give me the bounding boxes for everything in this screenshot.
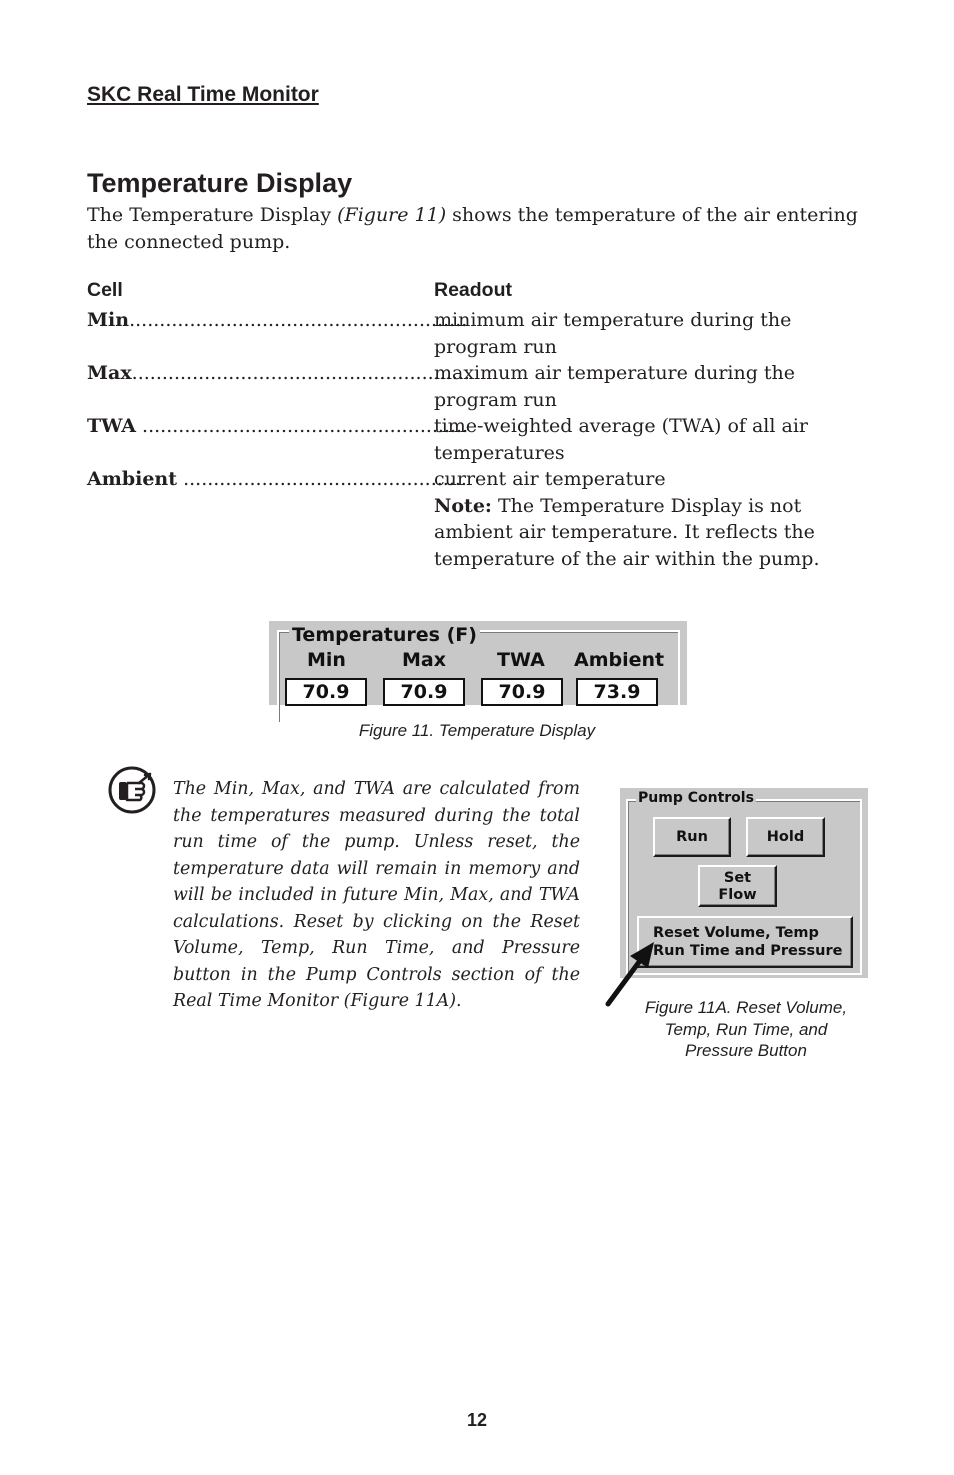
intro-paragraph (87, 202, 877, 255)
definition-header (87, 279, 877, 307)
twa-label: TWA (497, 649, 545, 671)
min-label: Min (307, 649, 346, 671)
definition-description: maximum air temperature during the program run (434, 362, 796, 411)
definition-table (87, 279, 877, 572)
set-flow-button[interactable]: Set Flow (698, 865, 777, 907)
pump-controls-title: Pump Controls (638, 790, 754, 806)
note-text: The Temperature Display is not ambient air temperature. It reflects the temperature of the air within the pump. (434, 494, 820, 570)
definition-description: time-weighted average (TWA) of all air temperatures (434, 415, 808, 464)
pointing-hand-icon (106, 766, 158, 814)
temperatures-group-title: Temperatures (F) (289, 624, 480, 646)
max-label: Max (402, 649, 446, 671)
max-value: 70.9 (383, 678, 465, 706)
figure-11a-caption: Figure 11A. Reset Volume, Temp, Run Time, and Pressure Button (644, 998, 848, 1060)
min-value: 70.9 (285, 678, 367, 706)
intro-text-end: shows the temperature of the air entering the connected pump. (87, 204, 858, 253)
definition-row-min (87, 307, 877, 360)
temperatures-panel (269, 621, 687, 705)
definition-row-ambient (87, 466, 877, 493)
definition-description: current air temperature (434, 468, 666, 490)
cell-column-header: Cell (87, 279, 123, 301)
run-button[interactable]: Run (653, 817, 731, 857)
section-title: Temperature Display (87, 168, 353, 198)
page-number: 12 (466, 1410, 488, 1430)
note-label: Note: (434, 494, 492, 517)
hold-button[interactable]: Hold (746, 817, 825, 857)
intro-text: The Temperature Display (87, 204, 338, 226)
tip-paragraph: The Min, Max, and TWA are calculated from the temperatures measured during the total run time of the pump. Unless reset, the temperature data will remain in memory and will be included in future Min, Max, and TWA calculations. Reset by clicking on the Reset Volume, Temp, Run Time, and Pressure button in the Pump Controls section of the Real Time Monitor (Figure 11A). (173, 779, 580, 1011)
definition-term: Min........................................................ (87, 309, 468, 331)
readout-column-header: Readout (434, 279, 512, 301)
definition-row-twa (87, 413, 877, 466)
reset-volume-temp-button[interactable]: Reset Volume, Temp Run Time and Pressure (637, 916, 853, 968)
figure-reference: (Figure 11) (337, 204, 447, 226)
note (434, 493, 877, 573)
ambient-label: Ambient (574, 649, 665, 671)
definition-description: minimum air temperature during the program run (434, 309, 792, 358)
figure-11-caption: Figure 11. Temperature Display (358, 721, 596, 740)
definition-term: Ambient ............................................... (87, 468, 467, 490)
running-head: SKC Real Time Monitor (87, 83, 319, 106)
definition-term: Max........................................................ (87, 362, 470, 384)
definition-term: TWA ...................................................... (87, 415, 469, 437)
ambient-value: 73.9 (576, 678, 658, 706)
definition-row-max (87, 360, 877, 413)
twa-value: 70.9 (481, 678, 563, 706)
